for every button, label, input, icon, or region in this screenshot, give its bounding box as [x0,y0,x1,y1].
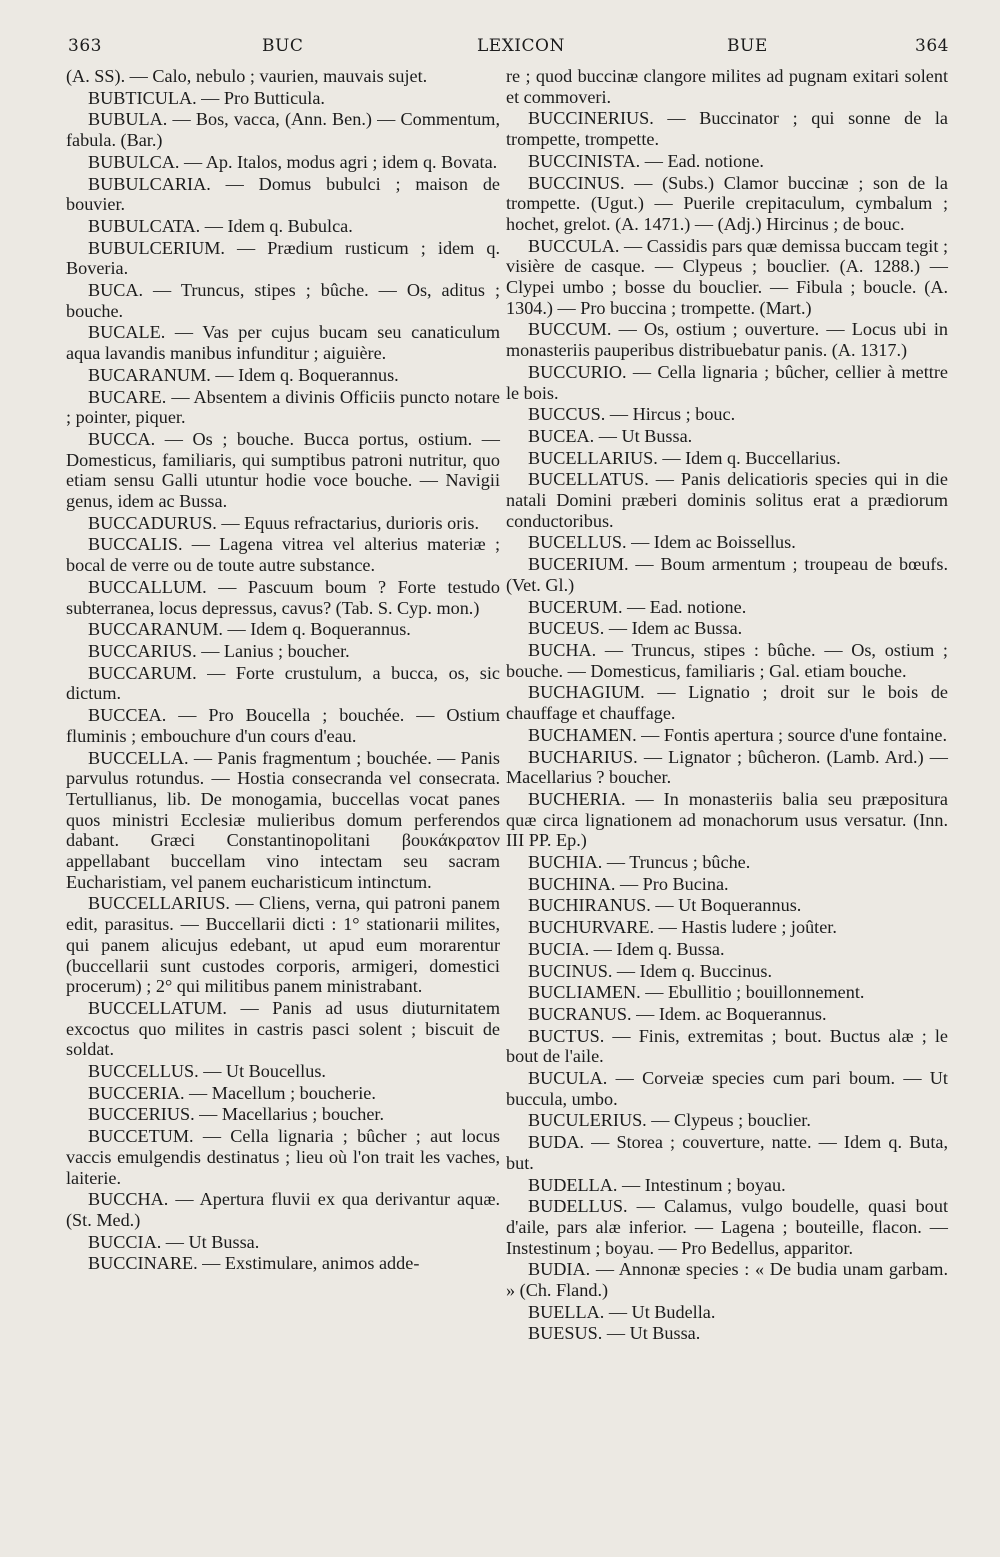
entry: BUCCELLUS. — Ut Boucellus. [88,1061,326,1082]
entry: BUCULERIUS. — Clypeus ; bouclier. [528,1110,811,1131]
entry: BUCCELLATUM. — Panis ad usus diuturnitatem excoctus quo milites in castris pasci solent ; biscuit de soldat. [66,997,500,1060]
entry: BUCCARIUS. — Lanius ; boucher. [88,640,350,661]
entry: BUBULA. — Bos, vacca, (Ann. Ben.) — Commentum, fabula. (Bar.) [66,109,500,151]
entry: BUCARANUM. — Idem q. Boquerannus. [88,364,399,385]
entry: BUCELLATUS. — Panis delicatioris species qui in die natali Domini præberi dominis solitus erat a prædiorum conductoribus. [506,469,948,531]
entry: BUCINUS. — Idem q. Buccinus. [528,960,773,981]
page-number-right: 364 [915,36,949,56]
entry: BUCEA. — Ut Bussa. [528,425,693,446]
entry: BUDELLA. — Intestinum ; boyau. [528,1174,786,1195]
entry: BUCERIUM. — Boum armentum ; troupeau de bœufs. (Vet. Gl.) [506,554,948,595]
entry: BUCCARANUM. — Idem q. Boquerannus. [88,619,411,640]
entry: BUCHERIA. — In monasteriis balia seu præpositura quæ circa lignationem ad monachorum usus versatur. (Inn. III PP. Ep.) [506,788,948,851]
entry: BUCCADURUS. — Equus refractarius, durioris oris. [88,512,479,533]
entry: BUDELLUS. — Calamus, vulgo boudelle, quasi bout d'aile, pars alæ inferior. — Lagena ; bouteille, flacon. — Instestinum ; boyau. — Pro Bedellus, apparitor. [506,1196,948,1258]
entry: BUCHA. — Truncus, stipes : bûche. — Os, ostium ; bouche. — Domesticus, familiaris ; Gal. etiam bouche. [506,639,948,681]
entry: BUCERUM. — Ead. notione. [528,596,747,617]
entry: BUCCULA. — Cassidis pars quæ demissa buccam tegit ; visière de casque. — Clypeus ; bouclier. (A. 1288.) — Clypei umbo ; bosse du bouclier. — Fibula ; boucle. (A. 1304.) — Pro buccina ; trompette. (Mart.) [506,235,948,318]
entry: BUELLA. — Ut Budella. [528,1301,716,1322]
entry: BUCELLUS. — Idem ac Boissellus. [528,532,796,553]
entry: BUCHINA. — Pro Bucina. [528,873,729,894]
entry: BUCULA. — Corveiæ species cum pari boum. — Ut buccula, umbo. [506,1068,948,1109]
entry: BUCHAGIUM. — Lignatio ; droit sur le bois de chauffage et chauffage. [506,682,948,724]
header-title: LEXICON [477,36,565,56]
entry: (A. SS). — Calo, nebulo ; vaurien, mauvais sujet. [66,66,428,86]
entry: BUCCARUM. — Forte crustulum, a bucca, os, sic dictum. [66,662,500,704]
entry: BUESUS. — Ut Bussa. [528,1323,701,1344]
entry: BUCCELLARIUS. — Cliens, verna, qui patroni panem edit, parasitus. — Buccellarii dicti : 1° stationarii milites, qui panem alicujus edebant, ut apud eum morarentur (buccellarii sunt custodes corporis, armigeri, domestici procerum) ; 2° qui militibus panem ministrabant. [66,893,500,997]
entry: BUCCERIA. — Macellum ; boucherie. [88,1082,376,1103]
guide-word-left: BUC [262,36,304,56]
entry: BUCCINUS. — (Subs.) Clamor buccinæ ; son de la trompette. (Ugut.) — Puerile crepitaculum, cymbalum ; hochet, grelot. (A. 1471.) — (Adj.) Hircinus ; de bouc. [506,172,948,234]
entry: BUBULCARIA. — Domus bubulci ; maison de bouvier. [66,173,500,215]
entry: BUCELLARIUS. — Idem q. Buccellarius. [528,447,841,468]
entry: BUCLIAMEN. — Ebullitio ; bouillonnement. [528,982,865,1003]
entry: BUCCINISTA. — Ead. notione. [528,150,764,171]
entry: BUCCELLA. — Panis fragmentum ; bouchée. — Panis parvulus rotundus. — Hostia consecranda vel consecrata. Tertullianus, lib. De monogamia, buccellas vocat panes quos ministri Ecclesiæ mulieribus domum perferendos dabant. Græci Constantinopolitani βουκάκρατον appellabant buccellam vino intectam seu sacram Eucharistiam, vel panem eucharisticum intinctum. [66,747,500,892]
entry: BUCALE. — Vas per cujus bucam seu canaticulum aqua lavandis manibus infunditur ; aiguière. [66,322,500,364]
entry: BUDIA. — Annonæ species : « De budia unam garbam. » (Ch. Fland.) [506,1259,948,1301]
entry: BUCTUS. — Finis, extremitas ; bout. Buctus alæ ; le bout de l'aile. [506,1025,948,1067]
entry: BUCCETUM. — Cella lignaria ; bûcher ; aut locus vaccis emulgendis destinatus ; lieu où l'on trait les vaches, laiterie. [66,1126,500,1188]
entry: BUCCUS. — Hircus ; bouc. [528,404,736,425]
entry: BUBULCATA. — Idem q. Bubulca. [88,215,353,236]
entry: BUCCALLUM. — Pascuum boum ? Forte testudo subterranea, locus depressus, cavus? (Tab. S. Cyp. mon.) [66,576,500,618]
entry: BUCHIA. — Truncus ; bûche. [528,852,751,873]
entry: BUCIA. — Idem q. Bussa. [528,938,725,959]
right-column [506,66,948,1537]
entry: BUCHURVARE. — Hastis ludere ; joûter. [528,917,837,938]
entry: re ; quod buccinæ clangore milites ad pugnam exitari solent et commoveri. [506,66,948,107]
entry: BUDA. — Storea ; couverture, natte. — Idem q. Buta, but. [506,1132,948,1173]
entry: BUCCINERIUS. — Buccinator ; qui sonne de la trompette, trompette. [506,108,948,150]
entry: BUCCHA. — Apertura fluvii ex qua derivantur aquæ. (St. Med.) [66,1189,500,1230]
entry: BUCRANUS. — Idem. ac Boquerannus. [528,1003,827,1024]
entry: BUCCIA. — Ut Bussa. [88,1231,260,1252]
entry: BUCCURIO. — Cella lignaria ; bûcher, cellier à mettre le bois. [506,361,948,403]
entry: BUCCERIUS. — Macellarius ; boucher. [88,1104,385,1125]
guide-word-right: BUE [727,36,768,56]
entry: BUCHIRANUS. — Ut Boquerannus. [528,895,802,916]
entry: BUCA. — Truncus, stipes ; bûche. — Os, aditus ; bouche. [66,280,500,321]
entry: BUCCALIS. — Lagena vitrea vel alterius materiæ ; bocal de verre ou de toute autre substance. [66,534,500,576]
entry: BUCHAMEN. — Fontis apertura ; source d'une fontaine. [528,724,947,745]
entry: BUBTICULA. — Pro Butticula. [88,87,325,108]
entry: BUBULCERIUM. — Prædium rusticum ; idem q. Boveria. [66,237,500,279]
entry: BUCCINARE. — Exstimulare, animos adde- [88,1253,420,1274]
entry: BUCCA. — Os ; bouche. Bucca portus, ostium. — Domesticus, familiaris, qui sumptibus patroni nutritur, quo etiam sensu Galli utuntur hodie voce bouche. — Navigii genus, idem ac Bussa. [66,428,500,512]
page-number-left: 363 [68,36,102,56]
entry: BUCCEA. — Pro Boucella ; bouchée. — Ostium fluminis ; embouchure d'un cours d'eau. [66,705,500,746]
entry: BUCCUM. — Os, ostium ; ouverture. — Locus ubi in monasteriis pauperibus distribuebatur panis. (A. 1317.) [506,319,948,361]
entry: BUCARE. — Absentem a divinis Officiis puncto notare ; pointer, piquer. [66,386,500,428]
entry: BUBULCA. — Ap. Italos, modus agri ; idem q. Bovata. [88,151,498,172]
left-column [66,66,500,1537]
running-header [0,30,1000,64]
entry: BUCHARIUS. — Lignator ; bûcheron. (Lamb. Ard.) — Macellarius ? boucher. [506,746,948,788]
entry: BUCEUS. — Idem ac Bussa. [528,618,743,639]
